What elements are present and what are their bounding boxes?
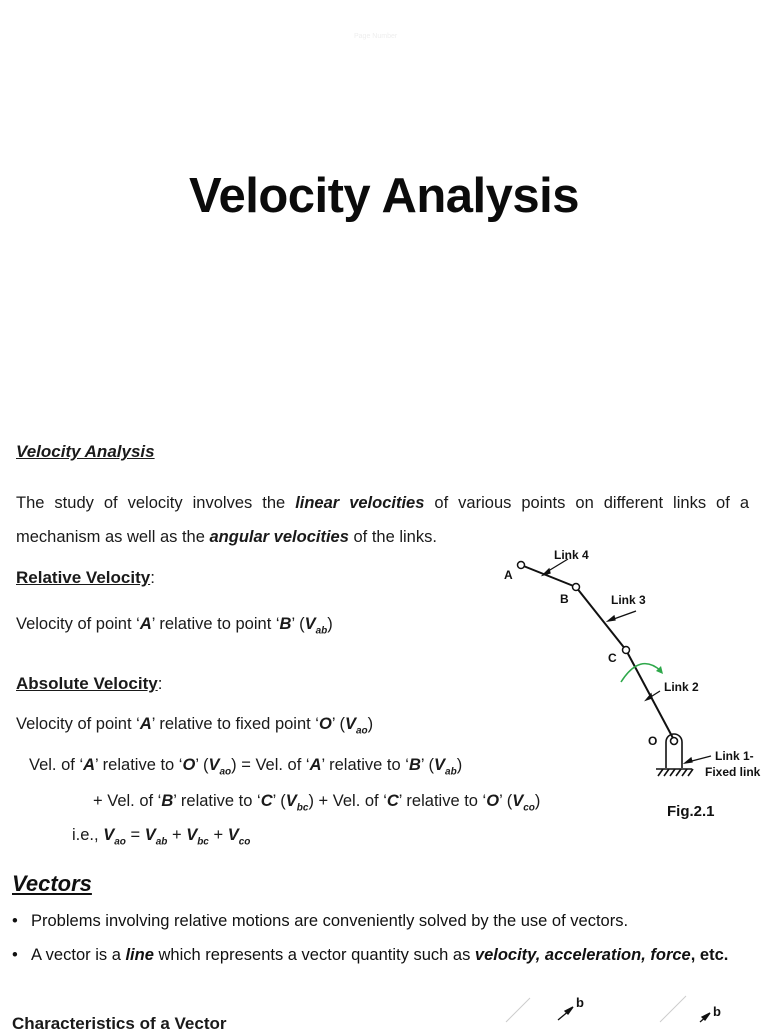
label-link-4: Link 4 [554,548,589,562]
vector-figures [500,990,768,1024]
linkage-figure [500,540,768,790]
bullet-item-2: • A vector is a line which represents a vector quantity such as velocity, acceleration, force, etc. [12,946,729,964]
section-heading: Velocity Analysis [16,442,155,461]
joint-b [573,584,580,591]
relative-velocity-heading: Relative Velocity: [16,568,155,587]
absolute-velocity-heading: Absolute Velocity: [16,674,163,693]
linear-velocities-emphasis: linear velocities [295,494,425,512]
bullet-item-1: • Problems involving relative motions are conveniently solved by the use of vectors. [12,912,629,930]
vectors-heading: Vectors [12,871,92,896]
angular-velocities-emphasis: angular velocities [209,528,349,546]
equation-line-3: i.e., $V_{ao} = V_{ab} + V_{bc} + V_{co}$ [72,826,251,848]
figure-caption: Fig.2.1 [667,803,715,820]
link-4-line [521,565,576,587]
vector-label-b-1: b [576,995,584,1010]
relative-velocity-definition: Velocity of point ‘A’ relative to point ‘B’ $(V_{ab})$ [16,615,333,637]
label-link-3: Link 3 [611,593,646,607]
equation-line-2: + Vel. of ‘B’ relative to ‘C’ $(V_{bc})$ + Vel. of ‘C’ relative to ‘O’ $(V_{co})$ [93,792,541,814]
label-b: B [560,592,569,606]
label-fixed-link: Fixed link [705,765,761,779]
label-o: O [648,734,658,748]
equation-line-1: Vel. of ‘A’ relative to ‘O’ $(V_{ao})$ = Vel. of ‘A’ relative to ‘B’ $(V_{ab})$ [29,756,463,778]
page-title: Velocity Analysis [188,169,580,223]
joint-a [518,562,525,569]
label-c: C [608,651,617,665]
absolute-velocity-definition: Velocity of point ‘A’ relative to fixed point ‘O’ $(V_{ao})$ [16,715,374,737]
joint-c [623,647,630,654]
intro-paragraph: The study of velocity involves the linear velocities of various points on different links of a mechanism as well as the angular velocities of the links. [16,494,749,546]
characteristics-heading: Characteristics of a Vector [12,1014,227,1033]
label-link-1: Link 1- [715,749,754,763]
vector-label-b-2: b [713,1004,721,1019]
fixed-pivot [656,734,693,776]
label-link-2: Link 2 [664,680,699,694]
label-a: A [504,568,513,582]
page-header-ghost: Page Number [354,33,398,40]
